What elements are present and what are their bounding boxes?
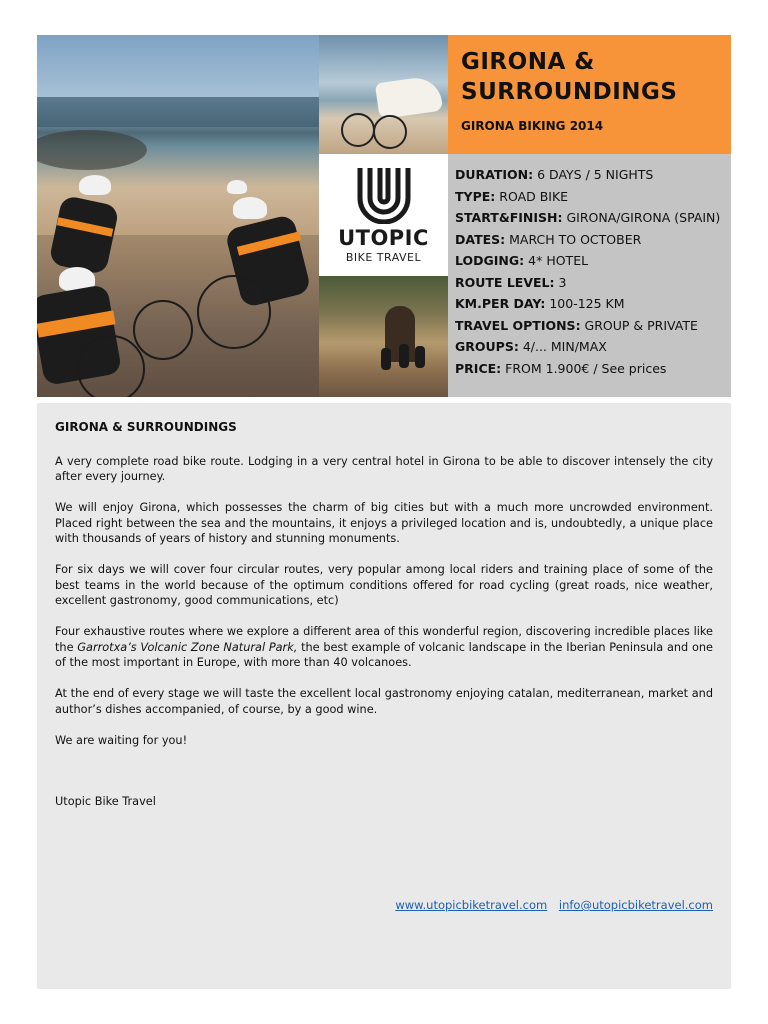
page-title: GIRONA & SURROUNDINGS — [461, 49, 678, 105]
photo-bike-boat — [319, 35, 448, 154]
section-heading: GIRONA & SURROUNDINGS — [55, 420, 237, 434]
page-subtitle: GIRONA BIKING 2014 — [461, 119, 604, 133]
paragraph-5: At the end of every stage we will taste the excellent local gastronomy enjoying catalan, mediterranean, market and author’s dishes accompanied, of course, by a good wine. — [55, 687, 713, 716]
detail-km-per-day: KM.PER DAY: 100-125 KM — [455, 296, 625, 311]
paragraph-3: For six days we will cover four circular routes, very popular among local riders and training place of some of the best teams in the world because of the optimum conditions offered for road cycling (great roads, nice weather, excellent gastronomy, good communications, etc) — [55, 563, 713, 607]
description-section — [37, 403, 731, 989]
detail-travel-options: TRAVEL OPTIONS: GROUP & PRIVATE — [455, 317, 698, 333]
detail-price[interactable]: PRICE: FROM 1.900€ / See prices — [455, 360, 667, 376]
detail-groups: GROUPS: 4/... MIN/MAX — [455, 339, 607, 354]
detail-route-level: ROUTE LEVEL: 3 — [455, 274, 567, 290]
paragraph-2: We will enjoy Girona, which possesses the charm of big cities but with a much more uncrowded environment. Placed right between the sea and the mountains, it enjoys a privileged location and is, undoubtedly, a unique place with thousands of years of history and stunning monuments. — [55, 501, 713, 545]
paragraph-1: A very complete road bike route. Lodging in a very central hotel in Girona to be able to discover intensely the city after every journey. — [55, 454, 713, 483]
detail-duration: DURATION: 6 DAYS / 5 NIGHTS — [455, 167, 654, 182]
email-link[interactable]: info@utopicbiketravel.com — [558, 898, 713, 912]
trip-details-panel — [448, 154, 731, 397]
photo-village-street — [319, 276, 448, 397]
detail-start-finish: START&FINISH: GIRONA/GIRONA (SPAIN) — [455, 210, 721, 225]
utopic-logo — [319, 154, 448, 276]
title-panel — [448, 35, 731, 154]
logo-wordmark: UTOPIC — [338, 226, 429, 250]
logo-subtitle: BIKE TRAVEL — [345, 251, 422, 264]
utopic-u-icon — [357, 168, 411, 224]
paragraph-4: Four exhaustive routes where we explore a different area of this wonderful region, discovering incredible places like the Garrotxa’s Volcanic Zone Natural Park, the best example of volcanic landscape in the Iberian Peninsula and one of the most important in Europe, with more than 40 volcanoes. — [55, 625, 713, 669]
website-link[interactable]: www.utopicbiketravel.com — [395, 898, 548, 912]
signature: Utopic Bike Travel — [55, 795, 156, 808]
detail-type: TYPE: ROAD BIKE — [455, 188, 569, 204]
paragraph-6: We are waiting for you! — [55, 733, 188, 747]
detail-lodging: LODGING: 4* HOTEL — [455, 253, 589, 268]
park-name: Garrotxa’s Volcanic Zone Natural Park, — [77, 640, 298, 654]
hero-photo-cyclists — [37, 35, 319, 397]
contact-links — [387, 898, 713, 912]
detail-dates: DATES: MARCH TO OCTOBER — [455, 231, 642, 247]
